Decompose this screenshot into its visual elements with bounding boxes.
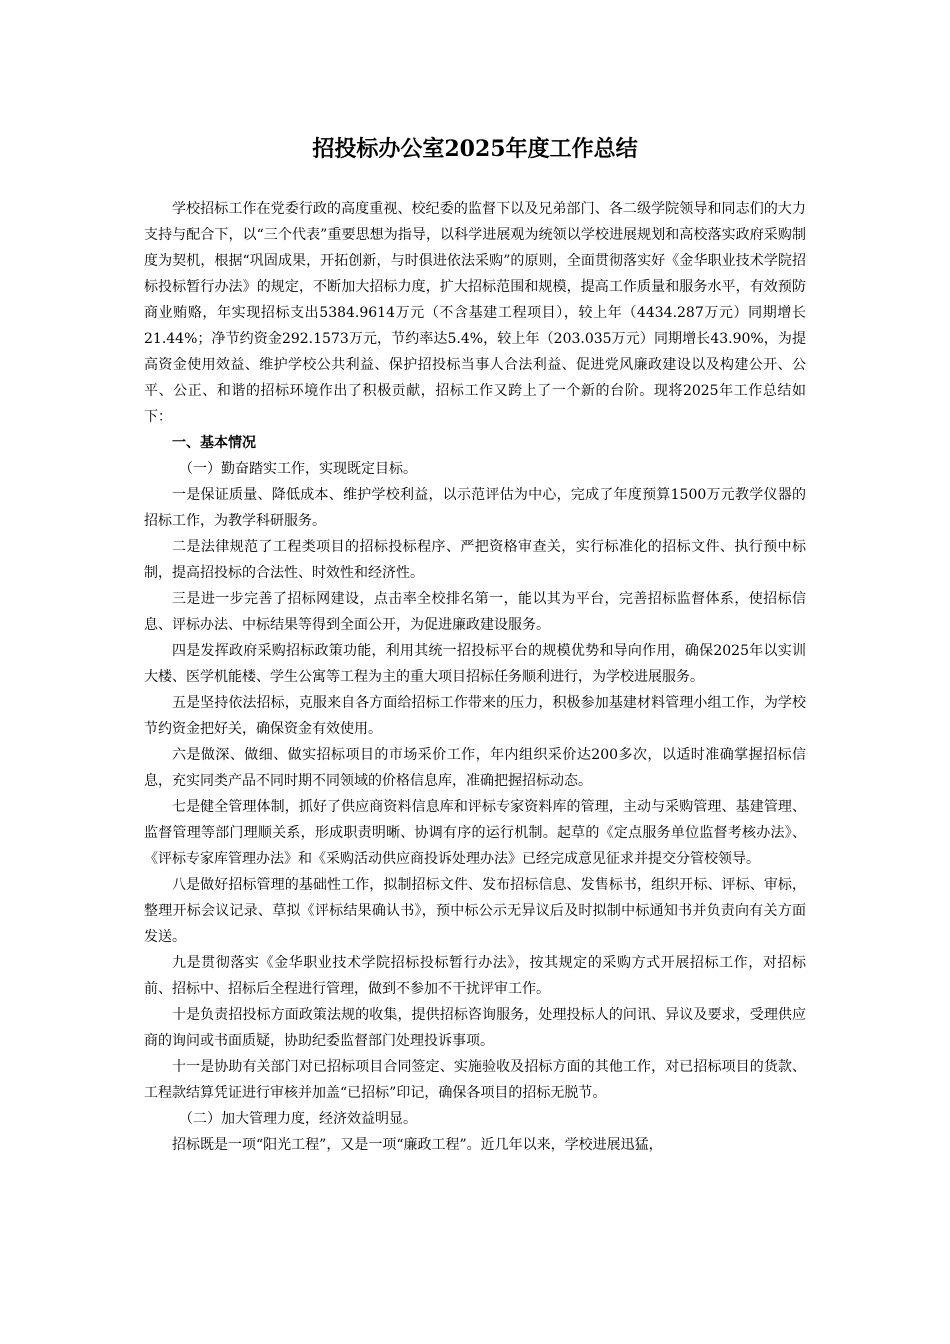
document-body <box>144 196 806 1158</box>
list-item: 二是法律规范了工程类项目的招标投标程序、严把资格审查关，实行标准化的招标文件、执行预中标制，提高招投标的合法性、时效性和经济性。 <box>144 539 806 581</box>
list-item: 五是坚持依法招标，克服来自各方面给招标工作带来的压力，积极参加基建材料管理小组工作，为学校节约资金把好关，确保资金有效使用。 <box>144 695 806 737</box>
subsection-heading: （一）勤奋踏实工作，实现既定目标。 <box>179 461 417 477</box>
subsection-heading: （二）加大管理力度，经济效益明显。 <box>179 1111 417 1127</box>
list-item: 九是贯彻落实《金华职业技术学院招标投标暂行办法》，按其规定的采购方式开展招标工作，对招标前、招标中、招标后全程进行管理，做到不参加不干扰评审工作。 <box>144 955 806 997</box>
list-item: 八是做好招标管理的基础性工作，拟制招标文件、发布招标信息、发售标书，组织开标、评标、审标，整理开标会议记录、草拟《评标结果确认书》，预中标公示无异议后及时拟制中标通知书并负责向有关方面发送。 <box>144 877 806 945</box>
list-item: 一是保证质量、降低成本、维护学校利益，以示范评估为中心，完成了年度预算1500万元教学仪器的招标工作，为教学科研服务。 <box>144 487 806 529</box>
document-title: 招投标办公室2025年度工作总结 <box>312 136 638 162</box>
list-item: 十一是协助有关部门对已招标项目合同签定、实施验收及招标方面的其他工作，对已招标项目的货款、工程款结算凭证进行审核并加盖“已招标”印记，确保各项目的招标无脱节。 <box>144 1059 806 1101</box>
list-item: 三是进一步完善了招标网建设，点击率全校排名第一，能以其为平台，完善招标监督体系，使招标信息、评标办法、中标结果等得到全面公开，为促进廉政建设服务。 <box>144 591 806 633</box>
list-item: 四是发挥政府采购招标政策功能，利用其统一招投标平台的规模优势和导向作用，确保2025年以实训大楼、医学机能楼、学生公寓等工程为主的重大项目招标任务顺利进行，为学校进展服务。 <box>144 643 806 685</box>
list-item: 七是健全管理体制，抓好了供应商资料信息库和评标专家资料库的管理，主动与采购管理、基建管理、监督管理等部门理顺关系，形成职责明晰、协调有序的运行机制。起草的《定点服务单位监督考核办法》、《评标专家库管理办法》和《采购活动供应商投诉处理办法》已经完成意见征求并提交分管校领导。 <box>144 799 806 867</box>
list-item: 十是负责招投标方面政策法规的收集，提供招标咨询服务，处理投标人的问讯、异议及要求，受理供应商的询问或书面质疑，协助纪委监督部门处理投诉事项。 <box>144 1007 806 1049</box>
body-paragraph: 招标既是一项“阳光工程”，又是一项“廉政工程”。近几年以来，学校进展迅猛， <box>172 1137 663 1153</box>
list-item: 六是做深、做细、做实招标项目的市场采价工作，年内组织采价达200多次，以适时准确掌握招标信息，充实同类产品不同时期不同领域的价格信息库，准确把握招标动态。 <box>144 747 806 789</box>
intro-paragraph: 学校招标工作在党委行政的高度重视、校纪委的监督下以及兄弟部门、各二级学院领导和同志们的大力支持与配合下，以“三个代表”重要思想为指导，以科学进展观为统领以学校进展规划和高校落实政府采购制度为契机，根据“巩固成果，开拓创新，与时俱进依法采购”的原则，全面贯彻落实好《金华职业技术学院招标投标暂行办法》的规定，不断加大招标力度，扩大招标范围和规模，提高工作质量和服务水平，有效预防商业贿赂，年实现招标支出5384.9614万元（不含基建工程项目），较上年（4434.287万元）同期增长21.44%；净节约资金292.1573万元，节约率达5.4%，较上年（203.035万元）同期增长43.90%，为提高资金使用效益、维护学校公共利益、保护招投标当事人合法利益、促进党风廉政建设以及构建公开、公平、公正、和谐的招标环境作出了积极贡献，招标工作又跨上了一个新的台阶。现将2025年工作总结如下： <box>144 201 806 425</box>
section-heading: 一、基本情况 <box>172 435 256 451</box>
